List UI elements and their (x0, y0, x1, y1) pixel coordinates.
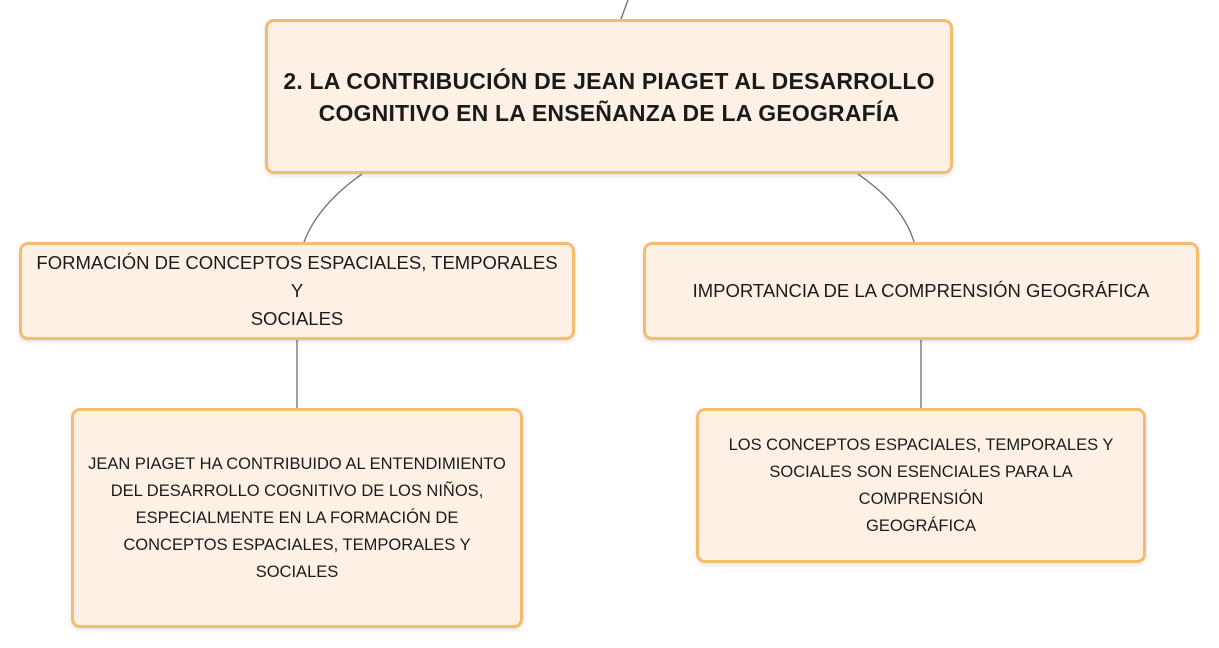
right-detail-node[interactable] (696, 408, 1146, 563)
main-topic-node[interactable] (265, 19, 953, 174)
left-detail-node[interactable] (71, 408, 523, 628)
left-subtopic-node[interactable] (19, 242, 575, 340)
connector-main-to-right-heading (858, 174, 914, 242)
right-subtopic-node[interactable] (643, 242, 1199, 340)
left-subtopic-text: FORMACIÓN DE CONCEPTOS ESPACIALES, TEMPORALES Y SOCIALES (36, 252, 558, 329)
right-detail-text: LOS CONCEPTOS ESPACIALES, TEMPORALES Y SOCIALES SON ESENCIALES PARA LA COMPRENSIÓN GEOGRÁFICA (728, 435, 1114, 535)
connector-main-to-left-heading (304, 174, 362, 242)
connector-parent-to-main (621, 0, 628, 19)
right-subtopic-text: IMPORTANCIA DE LA COMPRENSIÓN GEOGRÁFICA (692, 280, 1150, 301)
left-detail-text: JEAN PIAGET HA CONTRIBUIDO AL ENTENDIMIENTO DEL DESARROLLO COGNITIVO DE LOS NIÑOS, ESPECIALMENTE EN LA FORMACIÓN DE CONCEPTOS ESPACIALES, TEMPORALES Y SOCIALES (88, 454, 506, 581)
main-topic-text: 2. LA CONTRIBUCIÓN DE JEAN PIAGET AL DESARROLLO COGNITIVO EN LA ENSEÑANZA DE LA GEOGRAFÍA (283, 67, 935, 126)
